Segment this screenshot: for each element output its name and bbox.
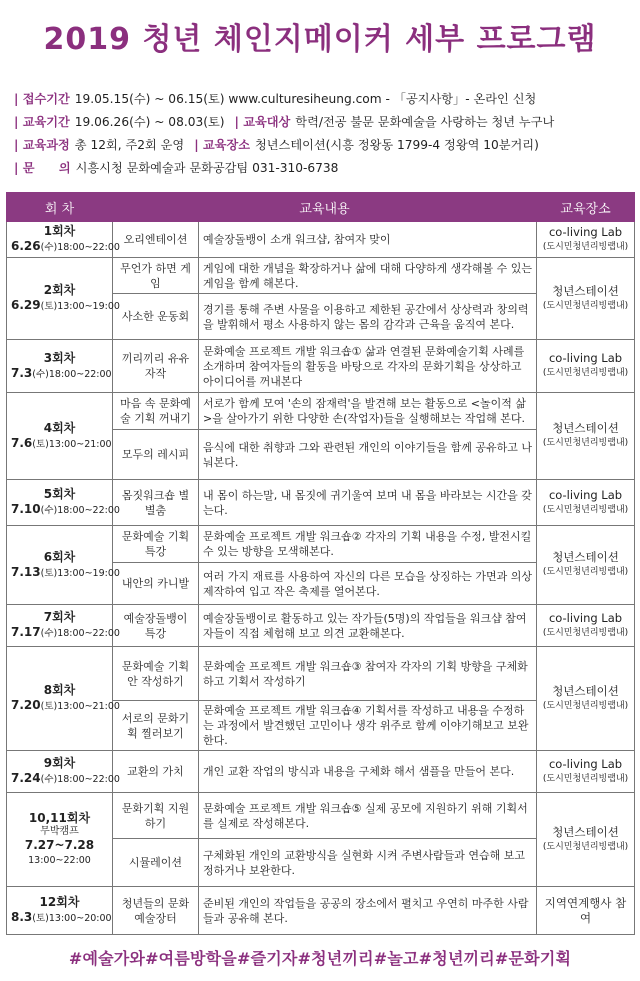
session-cell bbox=[7, 393, 113, 480]
table-row bbox=[7, 887, 635, 935]
session-day: (수) bbox=[40, 505, 58, 516]
place-cell bbox=[537, 222, 635, 258]
place-detail: (도시민청년리빙랩내) bbox=[542, 773, 629, 784]
session-number: 2회차 bbox=[43, 283, 76, 297]
session-number: 10,11회차 bbox=[28, 811, 91, 825]
bullet-bar-icon: | bbox=[14, 161, 23, 175]
program-description: 구체화된 개인의 교환방식을 실현화 시켜 주변사람들과 연습해 보고 정하거나 보완한다. bbox=[199, 839, 537, 887]
info-value: 총 12회, 주2회 운영 bbox=[74, 138, 185, 152]
session-date: 7.27~7.28 bbox=[24, 838, 95, 852]
info-label: 교육장소 bbox=[202, 138, 250, 152]
bullet-bar-icon: | bbox=[14, 92, 23, 106]
place-detail: (도시민청년리빙랩내) bbox=[542, 368, 629, 378]
program-description: 예술장돌뱅이 소개 워크샵, 참여자 맞이 bbox=[199, 222, 537, 258]
program-name: 문화예술 기획안 작성하기 bbox=[113, 647, 199, 701]
session-cell bbox=[7, 480, 120, 526]
program-description: 예술장돌뱅이로 활동하고 있는 작가들(5명)의 작업들을 워크샵 참여자들이 직접 체험해 보고 의견 교환해본다. bbox=[199, 605, 537, 647]
program-description: 문화예술 프로젝트 개발 워크숍① 삶과 연결된 문화예술기획 사례를 소개하며 참여자들의 활동을 바탕으로 각자의 문화기획을 상상하고 아이디어를 꺼내본다 bbox=[199, 340, 537, 393]
session-day: (토) bbox=[40, 701, 58, 712]
table-row bbox=[7, 258, 635, 294]
session-day: (수) bbox=[40, 628, 58, 639]
place-cell bbox=[537, 258, 635, 340]
session-time: 13:00~22:00 bbox=[28, 855, 91, 866]
place-detail: (도시민청년리빙랩내) bbox=[542, 700, 629, 711]
session-day: (토) bbox=[40, 567, 58, 579]
session-number: 3회차 bbox=[43, 350, 76, 365]
place-cell bbox=[537, 887, 635, 935]
table-row bbox=[7, 480, 635, 526]
info-value: 시흥시청 문화예술과 문화공감팀 031-310-6738 bbox=[75, 161, 339, 175]
place-detail: (도시민청년리빙랩내) bbox=[542, 627, 629, 638]
program-name: 무언가 하면 게임 bbox=[113, 258, 199, 294]
session-cell bbox=[7, 605, 120, 647]
info-apply bbox=[14, 88, 634, 111]
place-cell bbox=[537, 793, 635, 887]
session-date-line bbox=[11, 838, 108, 853]
bullet-bar-icon: | bbox=[194, 138, 203, 152]
session-date: 7.10 bbox=[11, 502, 41, 516]
session-date-line bbox=[11, 771, 120, 787]
session-time: 18:00~22:00 bbox=[57, 242, 120, 253]
session-date-line bbox=[11, 625, 120, 641]
place-name: 지역연계행사 참여 bbox=[544, 895, 627, 925]
program-name: 시뮬레이션 bbox=[113, 839, 199, 887]
place-name: 청년스테이션 bbox=[552, 421, 619, 435]
session-date-line bbox=[11, 502, 120, 518]
session-cell bbox=[7, 751, 120, 793]
place-cell bbox=[537, 647, 635, 751]
info-value: 19.06.26(수) ~ 08.03(토) bbox=[74, 115, 225, 129]
session-day: (수) bbox=[40, 774, 58, 785]
session-day: (토) bbox=[40, 301, 58, 312]
program-name: 청년들의 문화 예술장터 bbox=[113, 887, 199, 935]
place-cell bbox=[537, 751, 635, 793]
session-time: 13:00~20:00 bbox=[48, 913, 112, 924]
program-description: 문화예술 프로젝트 개발 워크숍④ 기획서를 작성하고 내용을 수정하는 과정에서 발견했던 고민이나 생각 위주로 함께 이야기해보고 보완한다. bbox=[199, 701, 537, 751]
session-date-line bbox=[11, 435, 112, 452]
session-day: (토) bbox=[32, 913, 49, 924]
program-description: 음식에 대한 취향과 그와 관련된 개인의 이야기들을 함께 공유하고 나눠본다. bbox=[199, 430, 537, 480]
schedule-table bbox=[6, 192, 635, 935]
session-time: 13:00~19:00 bbox=[57, 301, 120, 312]
session-cell bbox=[7, 647, 120, 751]
bullet-bar-icon: | bbox=[234, 115, 244, 129]
program-name: 사소한 운동회 bbox=[113, 294, 199, 340]
info-period-target bbox=[14, 111, 634, 134]
program-description: 문화예술 프로젝트 개발 워크숍⑤ 실제 공모에 지원하기 위해 기획서를 실제로 작성해본다. bbox=[199, 793, 537, 839]
session-day: (토) bbox=[32, 438, 49, 450]
program-description: 내 몸이 하는말, 내 몸짓에 귀기울여 보며 내 몸을 바라보는 시간을 갖는다. bbox=[199, 480, 537, 526]
session-number: 9회차 bbox=[43, 756, 76, 770]
header-session: 회 차 bbox=[7, 193, 113, 222]
session-date-line bbox=[11, 910, 112, 926]
place-cell bbox=[537, 605, 635, 647]
place-cell bbox=[537, 393, 635, 480]
info-contact bbox=[14, 157, 634, 180]
session-number: 4회차 bbox=[43, 420, 76, 435]
session-date-line bbox=[11, 239, 120, 255]
page-title: 2019 청년 체인지메이커 세부 프로그램 bbox=[43, 22, 597, 57]
session-number: 7회차 bbox=[43, 610, 76, 624]
program-name: 모두의 레시피 bbox=[113, 430, 199, 480]
session-date: 7.20 bbox=[11, 698, 41, 712]
session-number: 12회차 bbox=[39, 895, 80, 909]
place-name: 청년스테이션 bbox=[552, 683, 619, 698]
session-day: (수) bbox=[32, 368, 49, 380]
schedule-body bbox=[7, 222, 635, 935]
session-time: 18:00~22:00 bbox=[57, 628, 120, 639]
info-label: 교육기간 bbox=[22, 115, 70, 129]
session-date: 7.13 bbox=[11, 564, 41, 579]
program-description: 서로가 함께 모여 '손의 잠재력'을 발견해 보는 활동으로 <놀이적 삶>을 살아가기 위한 다양한 손(작업자)들을 실행해보는 작업해 본다. bbox=[199, 393, 537, 430]
table-row bbox=[7, 393, 635, 430]
session-time: 13:00~21:00 bbox=[48, 438, 112, 450]
place-detail: (도시민청년리빙랩내) bbox=[542, 504, 629, 515]
place-name: co-living Lab bbox=[548, 351, 623, 365]
program-description: 경기를 통해 주변 사물을 이용하고 제한된 공간에서 상상력과 창의력을 발휘해서 평소 사용하지 않는 몸의 감각과 근육을 움직여 본다. bbox=[199, 294, 537, 340]
session-cell bbox=[7, 340, 113, 393]
program-description: 게임에 대한 개념을 확장하거나 삶에 대해 다양하게 생각해볼 수 있는 게임을 함께 해본다. bbox=[199, 258, 537, 294]
session-time: 13:00~19:00 bbox=[57, 567, 120, 579]
bullet-bar-icon: | bbox=[14, 115, 23, 129]
info-label: 교육과정 bbox=[22, 138, 70, 152]
program-name: 내안의 카니발 bbox=[113, 563, 199, 605]
program-description: 문화예술 프로젝트 개발 워크숍② 각자의 기획 내용을 수정, 발전시킬 수 있는 방향을 모색해본다. bbox=[199, 526, 537, 563]
table-row bbox=[7, 605, 635, 647]
session-date: 7.6 bbox=[11, 435, 33, 450]
session-date: 7.24 bbox=[11, 771, 41, 785]
table-row bbox=[7, 526, 635, 563]
table-row bbox=[7, 647, 635, 701]
program-name: 문화기획 지원하기 bbox=[113, 793, 199, 839]
session-number: 8회차 bbox=[43, 683, 76, 697]
place-name: co-living Lab bbox=[548, 756, 623, 771]
info-label: 문 의 bbox=[22, 161, 71, 175]
place-detail: (도시민청년리빙랩내) bbox=[542, 841, 629, 852]
place-name: 청년스테이션 bbox=[552, 824, 619, 839]
program-name: 마음 속 문화예술 기획 꺼내기 bbox=[113, 393, 199, 430]
session-subtitle: 무박캠프 bbox=[40, 826, 79, 837]
table-row bbox=[7, 222, 635, 258]
table-row bbox=[7, 751, 635, 793]
session-cell bbox=[7, 258, 120, 340]
program-name: 교환의 가치 bbox=[113, 751, 199, 793]
session-cell bbox=[7, 793, 113, 887]
info-value: 청년스테이션(시흥 정왕동 1799-4 정왕역 10분거리) bbox=[255, 138, 539, 152]
session-date-line bbox=[11, 698, 120, 714]
session-cell bbox=[7, 526, 120, 605]
session-time: 18:00~22:00 bbox=[57, 505, 120, 516]
place-name: co-living Lab bbox=[548, 487, 623, 502]
info-section bbox=[14, 88, 634, 180]
info-value: 학력/전공 불문 문화예술을 사랑하는 청년 누구나 bbox=[295, 115, 555, 129]
table-row bbox=[7, 793, 635, 839]
session-date-line bbox=[11, 298, 120, 314]
session-time: 18:00~22:00 bbox=[48, 368, 112, 380]
place-name: 청년스테이션 bbox=[552, 283, 619, 298]
session-date: 6.26 bbox=[11, 239, 41, 253]
info-course-venue bbox=[14, 134, 634, 157]
hashtag-banner: #예술가와#여름방학을#즐기자#청년끼리#놀고#청년끼리#문화기획 bbox=[68, 949, 572, 968]
session-date: 7.17 bbox=[11, 625, 41, 639]
table-header-row bbox=[7, 193, 635, 222]
program-name: 몸짓워크숍 별별춤 bbox=[113, 480, 199, 526]
program-description: 개인 교환 작업의 방식과 내용을 구체화 해서 샘플을 만들어 본다. bbox=[199, 751, 537, 793]
table-row bbox=[7, 340, 635, 393]
place-cell bbox=[537, 340, 635, 393]
info-label: 교육대상 bbox=[243, 115, 291, 129]
session-date-line bbox=[11, 365, 112, 382]
program-description: 준비된 개인의 작업들을 공공의 장소에서 펼치고 우연히 마주한 사람들과 공유해 본다. bbox=[199, 887, 537, 935]
place-cell bbox=[537, 480, 635, 526]
place-detail: (도시민청년리빙랩내) bbox=[542, 241, 629, 252]
session-time: 18:00~22:00 bbox=[57, 774, 120, 785]
session-date: 7.3 bbox=[11, 365, 33, 380]
info-label: 접수기간 bbox=[22, 92, 70, 106]
program-description: 문화예술 프로젝트 개발 워크숍③ 참여자 각자의 기획 방향을 구체화하고 기획서 작성하기 bbox=[199, 647, 537, 701]
session-date: 8.3 bbox=[11, 910, 33, 924]
program-description: 여러 가지 재료를 사용하여 자신의 다른 모습을 상징하는 가면과 의상 제작하여 입고 작은 축제를 열어본다. bbox=[199, 563, 537, 605]
bullet-bar-icon: | bbox=[14, 138, 23, 152]
session-number: 5회차 bbox=[43, 487, 76, 501]
session-date-line bbox=[11, 564, 120, 581]
session-day: (수) bbox=[40, 242, 58, 253]
session-number: 1회차 bbox=[43, 224, 76, 238]
info-value: 19.05.15(수) ~ 06.15(토) www.culturesiheung.com - 「공지사항」- 온라인 신청 bbox=[74, 92, 537, 106]
place-detail: (도시민청년리빙랩내) bbox=[542, 300, 629, 311]
program-name: 서로의 문화기획 찔러보기 bbox=[113, 701, 199, 751]
header-content: 교육내용 bbox=[113, 193, 537, 222]
program-name: 문화예술 기획특강 bbox=[113, 526, 199, 563]
session-number: 6회차 bbox=[43, 549, 76, 564]
place-detail: (도시민청년리빙랩내) bbox=[542, 567, 629, 577]
place-name: co-living Lab bbox=[548, 610, 623, 625]
program-name: 끼리끼리 유유자작 bbox=[113, 340, 199, 393]
session-cell bbox=[7, 887, 113, 935]
place-name: co-living Lab bbox=[548, 224, 623, 239]
program-name: 오리엔테이션 bbox=[113, 222, 199, 258]
session-cell bbox=[7, 222, 120, 258]
place-name: 청년스테이션 bbox=[552, 550, 619, 564]
session-date: 6.29 bbox=[11, 298, 41, 312]
session-time: 13:00~21:00 bbox=[57, 701, 120, 712]
place-detail: (도시민청년리빙랩내) bbox=[542, 438, 629, 448]
header-place: 교육장소 bbox=[537, 193, 635, 222]
program-name: 예술장돌뱅이 특강 bbox=[113, 605, 199, 647]
place-cell bbox=[537, 526, 635, 605]
